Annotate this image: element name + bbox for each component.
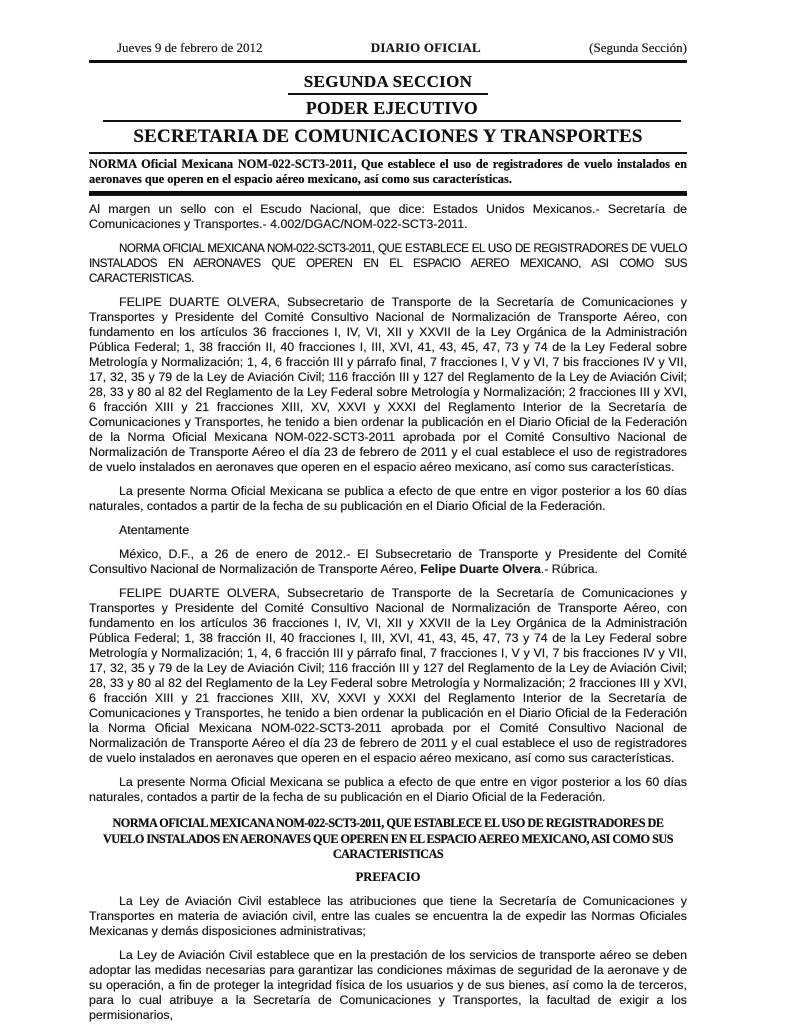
effective-date-paragraph-2: La presente Norma Oficial Mexicana se publica a efecto de que entre en vigor posterior a los 60 días naturales, contados a partir de la fecha de su publicación en el Diario Oficial de la Federación. — [89, 775, 687, 805]
prefacio-heading: PREFACIO — [355, 869, 421, 884]
decree-paragraph-2: FELIPE DUARTE OLVERA, Subsecretario de Transporte de la Secretaría de Comunicaciones y Transportes y Presidente del Comité Consultivo Nacional de Normalización de Transporte Aéreo, con fundamento en los artículos 36 fracciones I, IV, VI, XII y XXVII de la Ley Orgánica de la Administración Pública Federal; 1, 38 fracción II, 40 fracciones I, III, XVI, 41, 43, 45, 47, 73 y 74 de la Ley Federal sobre Metrología y Normalización; 1, 4, 6 fracción III y párrafo final, 7 fracciones I, V y VI, 7 bis fracciones IV y VII, 17, 32, 35 y 79 de la Ley de Aviación Civil; 116 fracción III y 127 del Reglamento de la Ley de Aviación Civil; 28, 33 y 80 al 82 del Reglamento de la Ley Federal sobre Metrología y Normalización; 2 fracciones III y XVI, 6 fracción XIII y 21 fracciones XIII, XV, XXVI y XXXI del Reglamento Interior de la Secretaría de Comunicaciones y Transportes, he tenido a bien ordenar la publicación en el Diario Oficial de la Federación la Norma Oficial Mexicana NOM-022-SCT3-2011 aprobada por el Comité Consultivo Nacional de Normalización de Transporte Aéreo el día 23 de febrero de 2011 y el cual establece el uso de registradores de vuelo instalados en aeronaves que operen en el espacio aéreo mexicano, así como sus características. — [89, 586, 687, 766]
effective-date-paragraph-1: La presente Norma Oficial Mexicana se publica a efecto de que entre en vigor posterior a los 60 días naturales, contados a partir de la fecha de su publicación en el Diario Oficial de la Federación. — [89, 484, 687, 514]
header-date: Jueves 9 de febrero de 2012 — [117, 40, 263, 55]
prefacio-paragraph-2: La Ley de Aviación Civil establece que en la prestación de los servicios de transporte aéreo se deben adoptar las medidas necesarias para garantizar las condiciones máximas de seguridad de la aeronave y de su operación, a fin de proteger la integridad física de los usuarios y de sus bienes, así como la de terceros, para lo cual atribuye a la Secretaría de Comunicaciones y Transportes, la facultad de exigir a los permisionarios, — [89, 947, 687, 1022]
header-publication-title: DIARIO OFICIAL — [370, 40, 481, 55]
subject-paragraph: NORMA Oficial Mexicana NOM-022-SCT3-2011, Que establece el uso de registradores de vuelo instalados en aeronaves que operen en el espacio aéreo mexicano, así como sus características. — [89, 156, 687, 186]
signature-prefix: México, D.F., a 26 de enero de 2012.- El Subsecretario de Transporte y Presidente del Comité Consultivo Nacional de Normalización de Transporte Aéreo, — [89, 547, 687, 577]
norma-title-paragraph: NORMA OFICIAL MEXICANA NOM-022-SCT3-2011, QUE ESTABLECE EL USO DE REGISTRADORES DE VUELO INSTALADOS EN AERONAVES QUE OPEREN EN EL ESPACIO AEREO MEXICANO, ASI COMO SUS CARACTERISTICAS. — [89, 241, 687, 285]
atentamente-line: Atentamente — [119, 523, 190, 538]
signature-name: Felipe Duarte Olvera — [420, 562, 541, 577]
subject-rule-top — [89, 152, 687, 154]
norma-centered-heading: NORMA OFICIAL MEXICANA NOM-022-SCT3-2011, QUE ESTABLECE EL USO DE REGISTRADORES DE VUELO INSTALADOS EN AERONAVES QUE OPEREN EN EL ESPACIO AEREO MEXICANO, ASI COMO SUS CARACTERISTICAS — [102, 816, 674, 862]
masthead — [89, 63, 687, 148]
subject-rule-bottom — [89, 191, 687, 196]
signature-paragraph — [89, 547, 687, 577]
executive-branch-heading: PODER EJECUTIVO — [103, 98, 681, 122]
page-header — [89, 40, 687, 55]
header-section-label: (Segunda Sección) — [589, 40, 687, 55]
signature-suffix: .- Rúbrica. — [540, 562, 598, 577]
second-section-heading: SEGUNDA SECCION — [288, 72, 488, 95]
prefacio-paragraph-1: La Ley de Aviación Civil establece las atribuciones que tiene la Secretaría de Comunicaciones y Transportes en materia de aviación civil, entre las cuales se encuentra la de expedir las Normas Oficiales Mexicanas y demás disposiciones administrativas; — [89, 893, 687, 938]
secretariat-heading: SECRETARIA DE COMUNICACIONES Y TRANSPORTES — [133, 126, 643, 147]
seal-paragraph: Al margen un sello con el Escudo Nacional, que dice: Estados Unidos Mexicanos.- Secretaría de Comunicaciones y Transportes.- 4.002/DGAC/NOM-022-SCT3-2011. — [89, 201, 687, 231]
decree-paragraph-1: FELIPE DUARTE OLVERA, Subsecretario de Transporte de la Secretaría de Comunicaciones y Transportes y Presidente del Comité Consultivo Nacional de Normalización de Transporte Aéreo, con fundamento en los artículos 36 fracciones I, IV, VI, XII y XXVII de la Ley Orgánica de la Administración Pública Federal; 1, 38 fracción II, 40 fracciones I, III, XVI, 41, 43, 45, 47, 73 y 74 de la Ley Federal sobre Metrología y Normalización; 1, 4, 6 fracción III y párrafo final, 7 fracciones I, V y VI, 7 bis fracciones IV y VII, 17, 32, 35 y 79 de la Ley de Aviación Civil; 116 fracción III y 127 del Reglamento de la Ley de Aviación Civil; 28, 33 y 80 al 82 del Reglamento de la Ley Federal sobre Metrología y Normalización; 2 fracciones III y XVI, 6 fracción XIII y 21 fracciones XIII, XV, XXVI y XXXI del Reglamento Interior de la Secretaría de Comunicaciones y Transportes, he tenido a bien ordenar la publicación en el Diario Oficial de la Federación de la Norma Oficial Mexicana NOM-022-SCT3-2011 aprobada por el Comité Consultivo Nacional de Normalización de Transporte Aéreo el día 23 de febrero de 2011 y el cual establece el uso de registradores de vuelo instalados en aeronaves que operen en el espacio aéreo mexicano, así como sus características. — [89, 295, 687, 475]
